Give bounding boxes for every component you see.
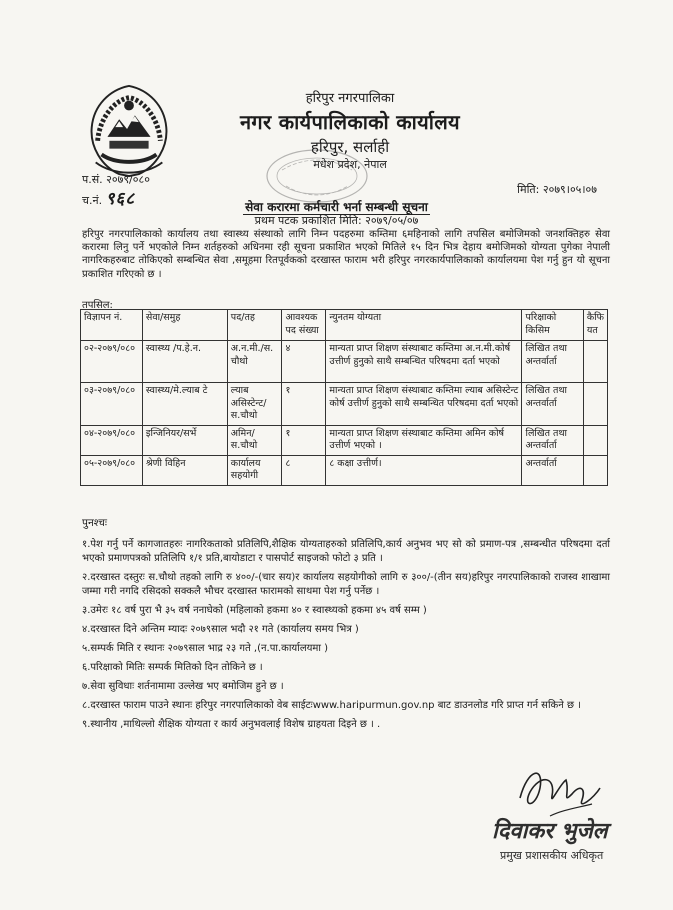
cell-adv-no: ०५-२०७९/०८० bbox=[81, 455, 143, 485]
cell-qualification: मान्यता प्राप्त शिक्षण संस्थाबाट कम्तिमा अ.न.मी.कोर्ष उत्तीर्ण हुनुको साथै सम्बन्धित परिषदमा दर्ता भएको bbox=[326, 341, 522, 383]
cell-service: स्वास्थ्य /प.हे.न. bbox=[142, 341, 227, 383]
cell-adv-no: ०४-२०७९/०८० bbox=[81, 425, 143, 455]
cell-count: १ bbox=[282, 383, 326, 426]
chalani-number-handwritten: ९६८ bbox=[105, 189, 136, 209]
cell-post: अमिन/ स.चौथो bbox=[227, 425, 282, 455]
cell-service: श्रेणी विहिन bbox=[142, 455, 227, 485]
header-qualification: न्युनतम योग्यता bbox=[326, 310, 522, 341]
notice-date: मिति: २०७९।०५।०७ bbox=[517, 183, 597, 196]
cell-exam-type: अन्तर्वार्ता bbox=[522, 455, 583, 485]
table-row bbox=[81, 455, 608, 485]
vacancy-table bbox=[80, 309, 608, 486]
note-item: ६.परिक्षाको मितिः सम्पर्क मितिको दिन तोकिने छ । bbox=[82, 662, 263, 673]
office-place: हरिपुर, सर्लाही bbox=[310, 138, 390, 156]
note-item: ४.दरखास्त दिने अन्तिम म्यादः २०७९साल भदौ २१ गते (कार्यालय समय भित्र ) bbox=[82, 624, 359, 635]
note-item: ३.उमेरः १८ वर्ष पुरा भै ३५ वर्ष ननाघेको (महिलाको हकमा ४० र स्वास्थ्यको हकमा ४५ वर्ष सम्म ) bbox=[82, 605, 427, 616]
table-row bbox=[81, 383, 608, 426]
header-exam-type: परिक्षाको किसिम bbox=[522, 310, 583, 341]
header-remarks: कैफि यत bbox=[583, 310, 607, 341]
note-item: ९.स्थानीय ,माथिल्लो शैक्षिक योग्यता र कार्य अनुभवलाई विशेष ग्राहयता दिइने छ । . bbox=[82, 719, 381, 730]
header-service: सेवा/समुह bbox=[142, 310, 227, 341]
cell-remarks bbox=[583, 341, 607, 383]
note-item: २.दरखास्त दस्तुरः स.चौथो तहको लागि रु ४००/-(चार सय)र कार्यालय सहयोगीको लागि रु ३००/-(तीन सय)हरिपुर नगरपालिकाको राजस्व शाखामा जम्मा गरी नगदि रसिदको सक्कलै भौचर दरखास्त फारामको साथमा पेश गर्नु पर्नेछ । bbox=[82, 572, 610, 597]
table-row bbox=[81, 341, 608, 383]
cell-post: कार्यालय सहयोगी bbox=[227, 455, 282, 485]
municipality-name: हरिपुर नगरपालिका bbox=[305, 91, 395, 106]
cell-count: ८ bbox=[282, 455, 326, 485]
intro-paragraph: हरिपुर नगरपालिकाको कार्यालय तथा स्वास्थ्य संस्थाको लागि निम्न पदहरुमा कम्तिमा ६महिनाको लागि तपसिल बमोजिमको जनशक्तिहरु सेवा करारमा लिनु पर्ने भएकोले निम्न शर्तहरुको अधिनमा रही सूचना प्रकाशित भएको मितिले १५ दिन भित्र देहाय बमोजिमको योग्यता पुगेका नेपाली नागरिकहरुबाट तोकिएको सम्बन्धित सेवा ,समूहमा रितपूर्वकको दरखास्त फाराम भरी हरिपुर नगरकार्यपालिकाको कार्यालयमा पेश गर्नु हुन यो सूचना प्रकाशित गरिएको छ । bbox=[82, 229, 610, 280]
cell-remarks bbox=[583, 425, 607, 455]
cell-service: इन्जिनियर/सर्भे bbox=[142, 425, 227, 455]
signatory-name: दिवाकर भुजेल bbox=[492, 819, 608, 844]
office-province: मधेश प्रदेश, नेपाल bbox=[313, 158, 387, 171]
note-item: १.पेश गर्नु पर्ने कागजातहरुः नागरिकताको प्रतिलिपि,शैक्षिक योग्यताहरुको प्रतिलिपि,कार्य अनुभव भए सो को प्रमाण-पत्र ,सम्बन्धीत परिषदमा दर्ता भएको प्रमाणपत्रको प्रतिलिपि १/१ प्रति,बायोडाटा र पासपोर्ट साइजको फोटो ३ प्रति । bbox=[82, 539, 610, 564]
cell-adv-no: ०३-२०७९/०८० bbox=[81, 383, 143, 426]
cell-remarks bbox=[583, 383, 607, 426]
cell-count: ४ bbox=[282, 341, 326, 383]
table-label: तपसिल: bbox=[82, 300, 113, 311]
chalani-label: च.नं. bbox=[82, 194, 103, 207]
first-published-date: प्रथम पटक प्रकाशित मिति: २०७९/०५/०७ bbox=[254, 214, 419, 227]
cell-post: अ.न.मी./स. चौथो bbox=[227, 341, 282, 383]
notes-heading: पुनश्चः bbox=[82, 517, 108, 529]
table-row bbox=[81, 425, 608, 455]
table-header-row bbox=[81, 310, 608, 341]
signatory-role: प्रमुख प्रशासकीय अधिकृत bbox=[500, 849, 604, 862]
patra-sankhya: प.सं. २०७९/०८० bbox=[82, 173, 150, 186]
cell-remarks bbox=[583, 455, 607, 485]
note-item: ५.सम्पर्क मिति र स्थानः २०७९साल भाद्र २३ गते ,(न.पा.कार्यालयमा ) bbox=[82, 643, 329, 654]
notes-list bbox=[82, 538, 610, 737]
cell-exam-type: लिखित तथा अन्तर्वार्ता bbox=[522, 341, 583, 383]
notice-title-text: सेवा करारमा कर्मचारी भर्ना सम्बन्धी सूचना bbox=[245, 200, 428, 214]
note-item: ८.दरखास्त फाराम पाउने स्थानः हरिपुर नगरपालिकाको वेब साईटःwww.haripurmun.gov.np बाट डाउनलोड गरि प्राप्त गर्न सकिने छ । bbox=[82, 700, 581, 711]
cell-qualification: मान्यता प्राप्त शिक्षण संस्थाबाट कम्तिमा अमिन कोर्ष उत्तीर्ण भएको । bbox=[326, 425, 522, 455]
cell-exam-type: लिखित तथा अन्तर्वार्ता bbox=[522, 383, 583, 426]
cell-count: १ bbox=[282, 425, 326, 455]
header-post: पद/तह bbox=[227, 310, 282, 341]
nepal-emblem-icon bbox=[80, 82, 178, 180]
cell-exam-type: लिखित तथा अन्तर्वार्ता bbox=[522, 425, 583, 455]
header-count: आवश्यक पद संख्या bbox=[282, 310, 326, 341]
cell-service: स्वास्थ्य/मे.ल्याब टे bbox=[142, 383, 227, 426]
office-title: नगर कार्यपालिकाको कार्यालय bbox=[240, 110, 460, 134]
cell-qualification: ८ कक्षा उत्तीर्ण। bbox=[326, 455, 522, 485]
header-adv-no: विज्ञापन नं. bbox=[81, 310, 143, 341]
note-item: ७.सेवा सुविधाः शर्तनामामा उल्लेख भए बमोजिम हुने छ । bbox=[82, 681, 284, 692]
cell-post: ल्याब असिस्टेन्ट/स.चौथो bbox=[227, 383, 282, 426]
cell-qualification: मान्यता प्राप्त शिक्षण संस्थाबाट कम्तिमा ल्याब असिस्टेन्ट कोर्ष उत्तीर्ण हुनुको साथै सम्बन्धित परिषदमा दर्ता भएको bbox=[326, 383, 522, 426]
cell-adv-no: ०२-२०७९/०८० bbox=[81, 341, 143, 383]
